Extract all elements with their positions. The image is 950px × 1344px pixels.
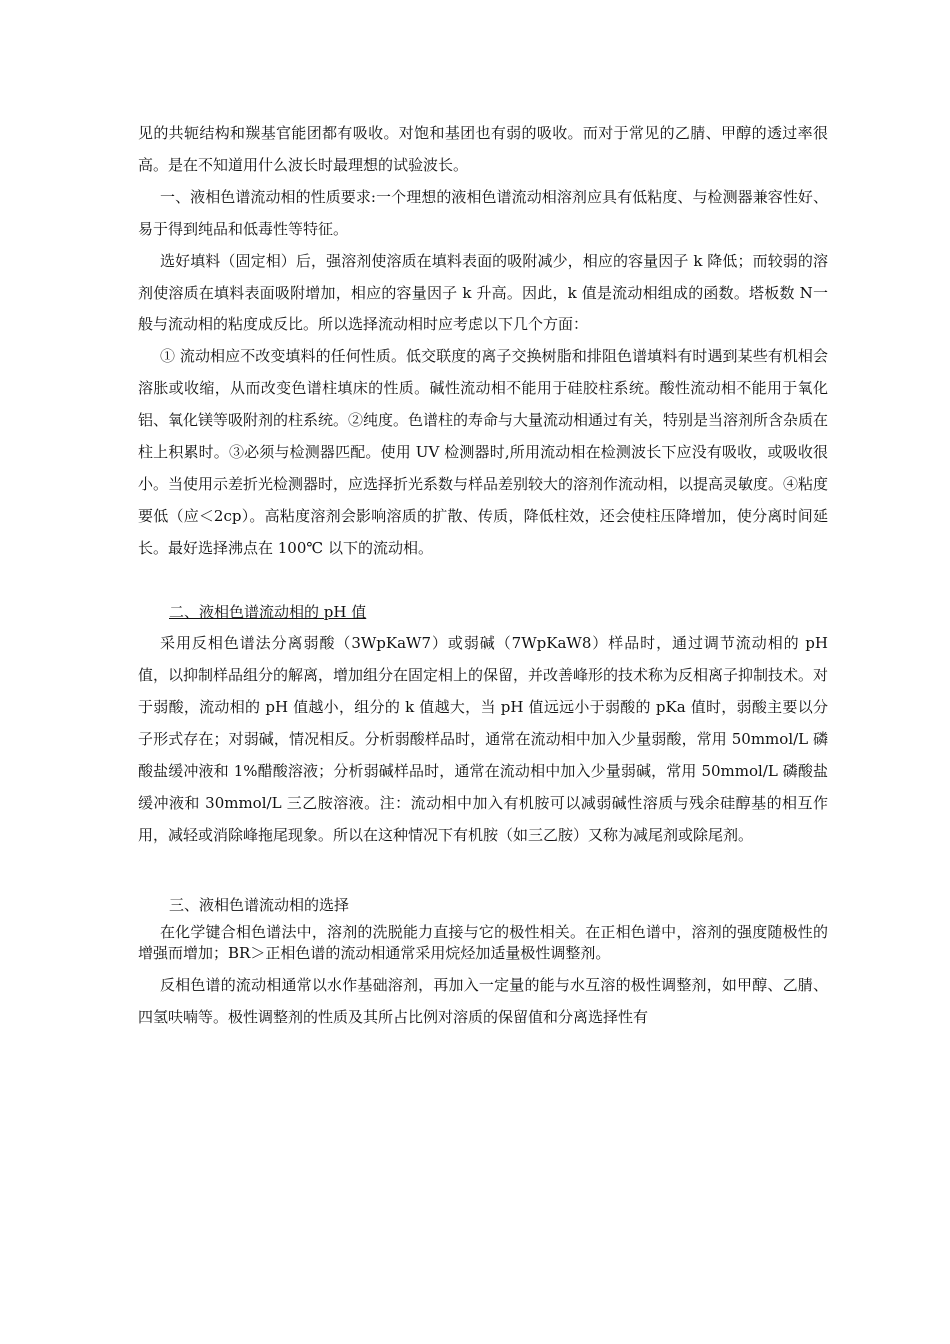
section-heading-ph xyxy=(138,597,828,629)
document-page xyxy=(138,118,828,1033)
paragraph-mobile-phase-criteria: ① 流动相应不改变填料的任何性质。低交联度的离子交换树脂和排阻色谱填料有时遇到某些有机相会溶胀或收缩，从而改变色谱柱填床的性质。碱性流动相不能用于硅胶柱系统。酸性流动相不能用于氧化铝、氧化镁等吸附剂的柱系统。②纯度。色谱柱的寿命与大量流动相通过有关，特别是当溶剂所含杂质在柱上积累时。③必须与检测器匹配。使用 UV 检测器时,所用流动相在检测波长下应没有吸收，或吸收很小。当使用示差折光检测器时，应选择折光系数与样品差别较大的溶剂作流动相，以提高灵敏度。④粘度要低（应＜2cp）。高粘度溶剂会影响溶质的扩散、传质，降低柱效，还会使柱压降增加，使分离时间延长。最好选择沸点在 100℃ 以下的流动相。 xyxy=(138,347,829,557)
paragraph-section1-intro: 一、液相色谱流动相的性质要求:一个理想的液相色谱流动相溶剂应具有低粘度、与检测器兼容性好、易于得到纯品和低毒性等特征。 xyxy=(138,187,828,238)
section-heading-selection: 三、液相色谱流动相的选择 xyxy=(169,895,350,914)
spacer xyxy=(138,565,828,597)
paragraph-reversed-phase: 反相色谱的流动相通常以水作基础溶剂，再加入一定量的能与水互溶的极性调整剂，如甲醇、乙腈、四氢呋喃等。极性调整剂的性质及其所占比例对溶质的保留值和分离选择性有 xyxy=(138,975,828,1026)
section-heading-ph-text: 二、液相色谱流动相的 pH 值 xyxy=(169,602,367,621)
paragraph-ph-technique: 采用反相色谱法分离弱酸（3WpKaW7）或弱碱（7WpKaW8）样品时，通过调节流动相的 pH 值，以抑制样品组分的解离，增加组分在固定相上的保留，并改善峰形的技术称为反相离子抑制技术。对于弱酸，流动相的 pH 值越小，组分的 k 值越大，当 pH 值远远小于弱酸的 pKa 值时，弱酸主要以分子形式存在；对弱碱，情况相反。分析弱酸样品时，通常在流动相中加入少量弱酸，常用 50mmol/L 磷酸盐缓冲液和 1%醋酸溶液；分析弱碱样品时，通常在流动相中加入少量弱碱，常用 50mmol/L 磷酸盐缓冲液和 30mmol/L 三乙胺溶液。注：流动相中加入有机胺可以减弱碱性溶质与残余硅醇基的相互作用，减轻或消除峰拖尾现象。所以在这种情况下有机胺（如三乙胺）又称为减尾剂或除尾剂。 xyxy=(138,634,829,844)
spacer xyxy=(138,852,828,884)
paragraph-bonded-phase: 在化学键合相色谱法中，溶剂的洗脱能力直接与它的极性相关。在正相色谱中，溶剂的强度随极性的增强而增加；BR＞正相色谱的流动相通常采用烷烃加适量极性调整剂。 xyxy=(138,922,828,962)
paragraph-intro-continuation: 见的共轭结构和羰基官能团都有吸收。对饱和基团也有弱的吸收。而对于常见的乙腈、甲醇的透过率很高。是在不知道用什么波长时最理想的试验波长。 xyxy=(138,124,828,174)
paragraph-stationary-phase: 选好填料（固定相）后，强溶剂使溶质在填料表面的吸附减少，相应的容量因子 k 降低；而较弱的溶剂使溶质在填料表面吸附增加，相应的容量因子 k 升高。因此，k 值是流动相组成的函数。塔板数 N一般与流动相的粘度成反比。所以选择流动相时应考虑以下几个方面： xyxy=(138,251,828,334)
